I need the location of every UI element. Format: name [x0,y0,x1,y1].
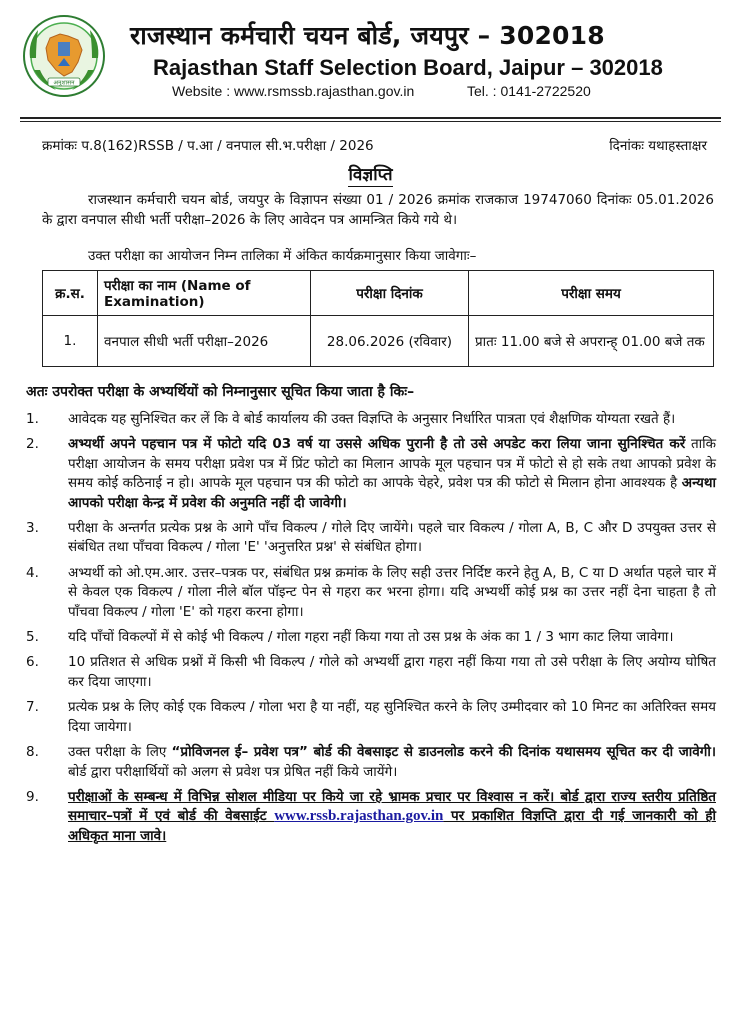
header-divider-thin [20,121,721,122]
table-cell-exam-date: 28.06.2026 (रविवार) [311,316,469,367]
instructions-list [26,410,716,852]
reference-number: क्रमांकः प.8(162)RSSB / प.आ / वनपाल सी.भ.परीक्षा / 2026 [42,138,374,154]
item-number: 1. [26,411,39,427]
svg-text:अनुशासन: अनुशासन [53,79,75,87]
list-item [26,698,716,737]
notice-paragraph-1: राजस्थान कर्मचारी चयन बोर्ड, जयपुर के विज्ञापन संख्या 01 / 2026 क्रमांक राजकाज 19747060 दिनांकः 05.01.2026 के द्वारा वनपाल सीधी भर्ती परीक्षा–2026 के लिए आवेदन पत्र आमन्त्रित किये गये थे। [42,192,714,228]
item-emphasis: अन्यथा आपको परीक्षा केन्द्र में प्रवेश की अनुमति नहीं दी जावेगी। [68,475,716,511]
board-title-english: Rajasthan Staff Selection Board, Jaipur – 302018 [153,55,663,80]
item-number: 5. [26,629,39,646]
list-item [26,410,716,429]
table-header-row [43,271,714,316]
table-row [43,316,714,367]
website-text[interactable]: Website : www.rsmssb.rajasthan.gov.in [172,83,415,99]
item-text-prefix: उक्त परीक्षा के लिए [68,744,172,761]
item-text: यदि पाँचों विकल्पों में से कोई भी विकल्प / गोला गहरा नहीं किया गया तो उस प्रश्न के अंक का 1 / 3 भाग काट लिया जावेगा। [68,629,674,646]
item-number: 7. [26,699,39,716]
item-emphasis: अभ्यर्थी अपने पहचान पत्र में फोटो यदि 03 वर्ष या उससे अधिक पुरानी है तो उसे अपडेट करा लिया जाना सुनिश्चित करें [68,436,686,453]
item-text: 10 प्रतिशत से अधिक प्रश्नों में किसी भी विकल्प / गोले को अभ्यर्थी द्वारा गहरा नहीं किया गया तो उसे परीक्षा के लिए अयोग्य घोषित कर दिया जाएगा। [68,654,716,690]
item-text: परीक्षा के अन्तर्गत प्रत्येक प्रश्न के आगे पाँच विकल्प / गोले दिए जायेंगे। पहले चार विकल्प / गोला A, B, C और D उपयुक्त उत्तर से संबंधित तथा पाँचवा विकल्प / गोला 'E' 'अनुत्तरित प्रश्न' से संबंधित होगा। [68,520,716,556]
item-text: बोर्ड द्वारा परीक्षार्थियों को अलग से प्रवेश पत्र प्रेषित नहीं किये जायेंगे। [68,763,398,780]
telephone-text: Tel. : 0141-2722520 [467,83,591,99]
notice-paragraph-2: उक्त परीक्षा का आयोजन निम्न तालिका में अंकित कार्यक्रमानुसार किया जावेगाः– [88,248,477,264]
item-emphasis: “प्रोविजनल ई– प्रवेश पत्र” बोर्ड की वेबसाइट से डाउनलोड करने की दिनांक यथासमय सूचित कर दी जावेगी। [171,744,717,761]
board-title-hindi: राजस्थान कर्मचारी चयन बोर्ड, जयपुर – 302018 [130,21,605,50]
list-item [26,519,716,558]
list-item [26,788,716,846]
item-text: प्रत्येक प्रश्न के लिए कोई एक विकल्प / गोला भरा है या नहीं, यह सुनिश्चित करने के लिए उम्मीदवार को 10 मिनट का अतिरिक्त समय दिया जायेगा। [68,699,716,735]
table-cell-exam-name: वनपाल सीधी भर्ती परीक्षा–2026 [98,316,311,367]
list-item [26,628,716,647]
item-number: 9. [26,788,39,805]
list-item [26,564,716,622]
rssb-emblem-icon [22,14,106,98]
letterhead [0,0,741,118]
contact-line [172,83,712,99]
column-header-exam-name: परीक्षा का नाम (Name of Examination) [98,271,311,316]
item-text: आवेदक यह सुनिश्चित कर लें कि वे बोर्ड कार्यालय की उक्त विज्ञप्ति के अनुसार निर्धारित पात्रता एवं शैक्षणिक योग्यता रखते हैं। [68,411,676,427]
notice-heading: विज्ञप्ति [348,165,393,185]
column-header-serial: क्र.स. [43,271,98,316]
item-number: 8. [26,744,39,761]
item-text: ताकि परीक्षा आयोजन के समय परीक्षा प्रवेश पत्र में प्रिंट फोटो का मिलान आपके मूल पहचान पत्र में फोटो से हो सके तथा आपको प्रवेश के समय कोई कठिनाई न हो। आपके मूल पहचान पत्र की फोटो का आपके चेहरे, प्रवेश पत्र की फोटो से मिलान होना आवश्यक है [68,436,716,492]
instructions-intro: अतः उपरोक्त परीक्षा के अभ्यर्थियों को निम्नानुसार सूचित किया जाता है किः– [26,384,415,400]
reference-date: दिनांकः यथाहस्ताक्षर [609,138,707,154]
exam-schedule-table [42,270,714,367]
column-header-exam-time: परीक्षा समय [469,271,714,316]
list-item [26,653,716,692]
rssb-website-link[interactable]: www.rssb.rajasthan.gov.in [274,808,444,825]
table-cell-serial: 1. [43,316,98,367]
item-number: 2. [26,436,39,453]
column-header-exam-date: परीक्षा दिनांक [311,271,469,316]
item-emphasis: परीक्षाओं के सम्बन्ध में विभिन्न सोशल मीडिया पर किये जा रहे भ्रामक प्रचार पर विश्वास न करें। बोर्ड द्वारा राज्य स्तरीय प्रतिष्ठित समाचार–पत्रों में एवं बोर्ड की वेबसाईट [68,788,716,825]
header-divider [20,117,721,119]
item-number: 3. [26,520,39,537]
list-item [26,435,716,513]
list-item [26,743,716,782]
item-emphasis: पर प्रकाशित विज्ञप्ति द्वारा दी गई जानकारी को ही अधिकृत माना जावे। [68,808,716,844]
item-text: अभ्यर्थी को ओ.एम.आर. उत्तर–पत्रक पर, संबंधित प्रश्न क्रमांक के लिए सही उत्तर निर्दिष्ट करने हेतु A, B, C या D अर्थात पहले चार में से केवल एक विकल्प / गोला नीले बॉल पॉइन्ट पेन से गहरा कर भरना होगा। यदि अभ्यर्थी कोई प्रश्न का उत्तर नहीं देना चाहता है तो पाँचवा विकल्प / गोला 'E' को गहरा करना होगा। [68,564,716,620]
table-cell-exam-time: प्रातः 11.00 बजे से अपरान्ह् 01.00 बजे तक [469,316,714,367]
item-number: 4. [26,564,39,581]
item-number: 6. [26,654,39,671]
